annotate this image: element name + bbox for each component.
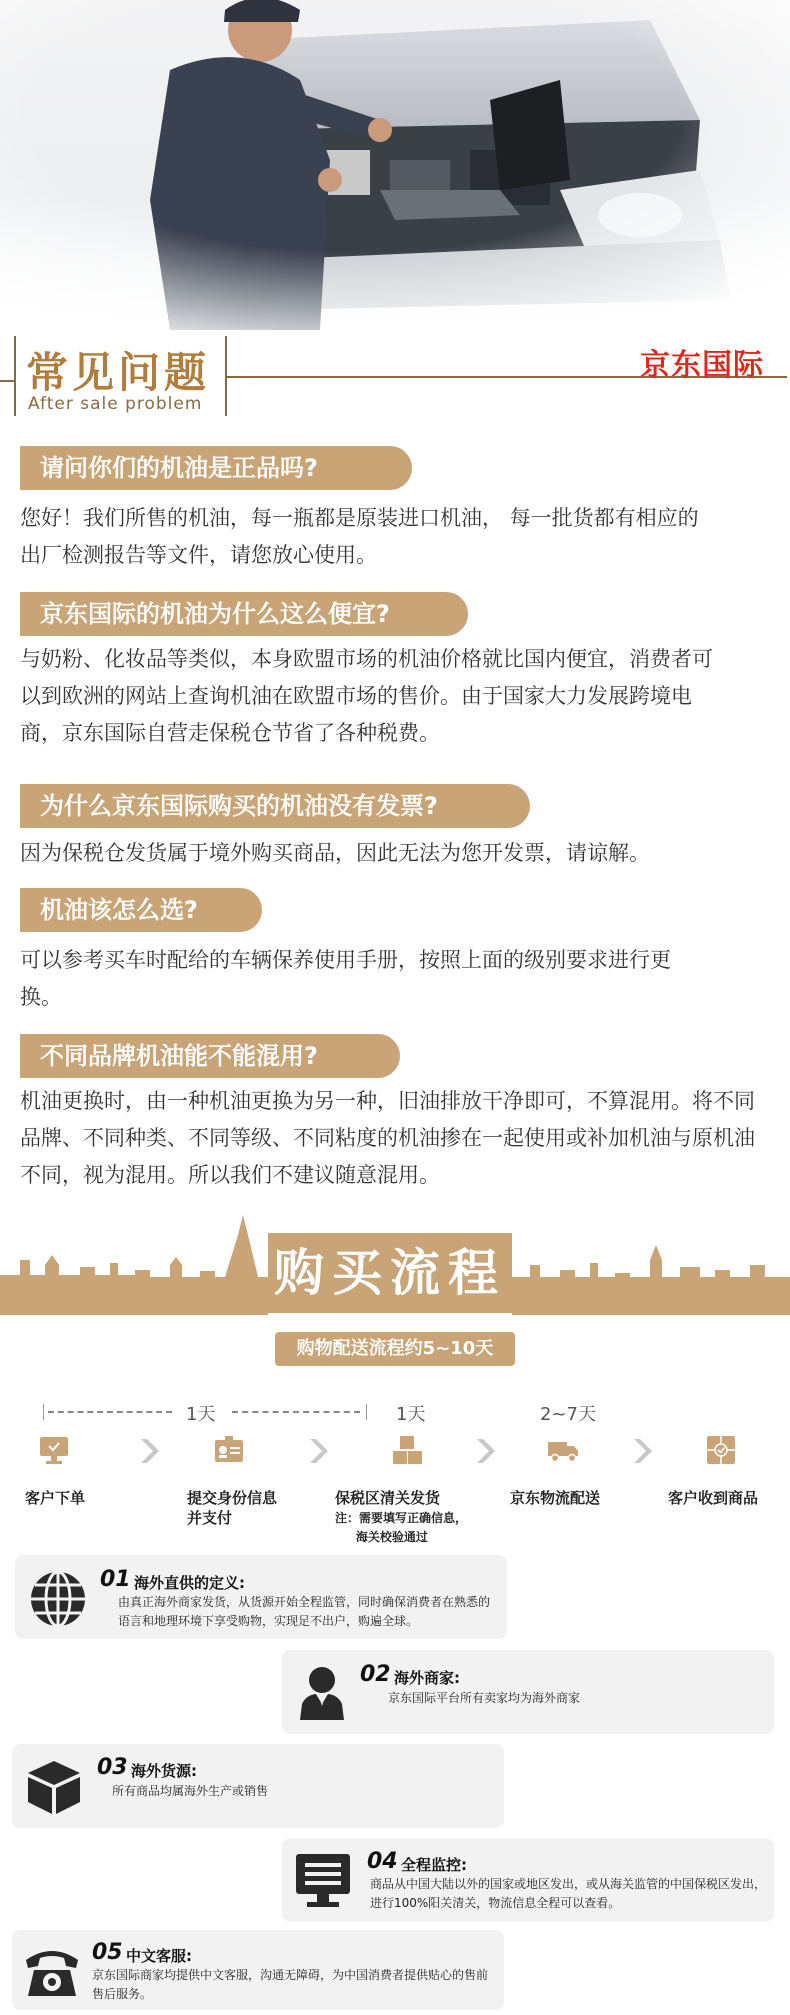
card-desc-full-monitoring: 商品从中国大陆以外的国家或地区发出，或从海关监管的中国保税区发出，进行100%阳关清关，物流信息全程可以查看。	[370, 1877, 767, 1910]
purchase-banner	[0, 1215, 790, 1315]
step-label-submit-id: 提交身份信息 并支付	[187, 1489, 278, 1527]
package-check-icon	[705, 1434, 737, 1466]
faq-answer-5: 机油更换时，由一种机油更换为另一种，旧油排放干净即可，不算混用。将不同品牌、不同种类、不同等级、不同粘度的机油掺在一起使用或补加机油与原机油不同，视为混用。所以我们不建议随意混用。	[20, 1089, 755, 1187]
faq-title: 常见问题	[26, 348, 211, 397]
boxes-icon	[391, 1434, 423, 1466]
timeline-dash	[48, 1411, 172, 1413]
faq-question-2: 京东国际的机油为什么这么便宜?	[20, 592, 468, 636]
cube-icon	[24, 1757, 84, 1817]
header-bracket-left	[14, 336, 16, 416]
truck-icon	[547, 1434, 579, 1466]
card-desc-direct-supply: 由真正海外商家发货，从货源开始全程监管，同时确保消费者在熟悉的语言和地理环境下享受购物，实现足不出户，购遍全球。	[118, 1595, 491, 1628]
faq-question-3: 为什么京东国际购买的机油没有发票?	[20, 784, 530, 828]
duration-step-4: 2~7天	[540, 1404, 596, 1425]
hero-image	[0, 0, 790, 330]
faq-question-4: 机油该怎么选?	[20, 888, 262, 932]
chevron-right-icon	[628, 1437, 656, 1465]
faq-answer-4: 可以参考买车时配给的车辆保养使用手册，按照上面的级别要求进行更换。	[20, 948, 671, 1009]
purchase-banner-title: 购买流程	[268, 1233, 512, 1313]
timeline-dash	[232, 1411, 360, 1413]
card-number-04: 04	[367, 1849, 398, 1874]
card-number-02: 02	[360, 1662, 391, 1687]
header-tick	[0, 380, 14, 382]
card-desc-overseas-merchant: 京东国际平台所有卖家均为海外商家	[388, 1691, 581, 1705]
duration-step-3: 1天	[396, 1404, 426, 1425]
faq-answer-1: 您好！我们所售的机油，每一瓶都是原装进口机油， 每一批货都有相应的出厂检测报告等文件，请您放心使用。	[20, 506, 699, 567]
id-card-icon	[213, 1434, 245, 1466]
card-desc-chinese-service: 京东国际商家均提供中文客服，沟通无障碍，为中国消费者提供贴心的售前售后服务。	[92, 1968, 489, 2001]
card-title-overseas-source: 海外货源:	[131, 1762, 197, 1780]
globe-icon	[28, 1569, 88, 1629]
faq-subtitle: After sale problem	[28, 394, 203, 414]
monitor-list-icon	[293, 1850, 353, 1910]
faq-answer-2: 与奶粉、化妆品等类似，本身欧盟市场的机油价格就比国内便宜，消费者可以到欧洲的网站上查询机油在欧盟市场的售价。由于国家大力发展跨境电商，京东国际自营走保税仓节省了各种税费。	[20, 647, 713, 745]
step-label-order: 客户下单	[25, 1489, 86, 1507]
step-label-jd-logistics: 京东物流配送	[510, 1489, 601, 1507]
faq-header	[0, 336, 790, 416]
timeline-tick	[43, 1404, 44, 1420]
card-number-03: 03	[97, 1755, 128, 1780]
telephone-icon	[22, 1940, 82, 2000]
step-label-customs: 保税区清关发货	[335, 1489, 441, 1507]
faq-question-1: 请问你们的机油是正品吗?	[20, 446, 412, 490]
card-title-overseas-merchant: 海外商家:	[394, 1669, 460, 1687]
faq-question-5: 不同品牌机油能不能混用?	[20, 1034, 400, 1078]
card-title-chinese-service: 中文客服:	[126, 1947, 192, 1965]
chevron-right-icon	[135, 1437, 163, 1465]
card-title-direct-supply: 海外直供的定义:	[134, 1574, 245, 1592]
step-note-customs: 注：需要填写正确信息， 海关校验通过	[335, 1511, 468, 1544]
step-label-received: 客户收到商品	[668, 1489, 759, 1507]
duration-step-1-2: 1天	[186, 1404, 216, 1425]
faq-answer-3: 因为保税仓发货属于境外购买商品，因此无法为您开发票，请谅解。	[20, 841, 650, 865]
delivery-time-badge: 购物配送流程约5~10天	[275, 1332, 515, 1366]
person-icon	[292, 1662, 352, 1722]
card-title-full-monitoring: 全程监控:	[401, 1856, 467, 1874]
jd-international-logo: 京东国际	[640, 348, 764, 383]
card-number-01: 01	[100, 1567, 131, 1592]
monitor-icon	[38, 1434, 70, 1466]
chevron-right-icon	[471, 1437, 499, 1465]
chevron-right-icon	[304, 1437, 332, 1465]
timeline-tick	[366, 1404, 367, 1420]
card-number-05: 05	[92, 1940, 123, 1965]
card-desc-overseas-source: 所有商品均属海外生产或销售	[112, 1784, 269, 1798]
mechanic-illustration	[0, 0, 790, 330]
